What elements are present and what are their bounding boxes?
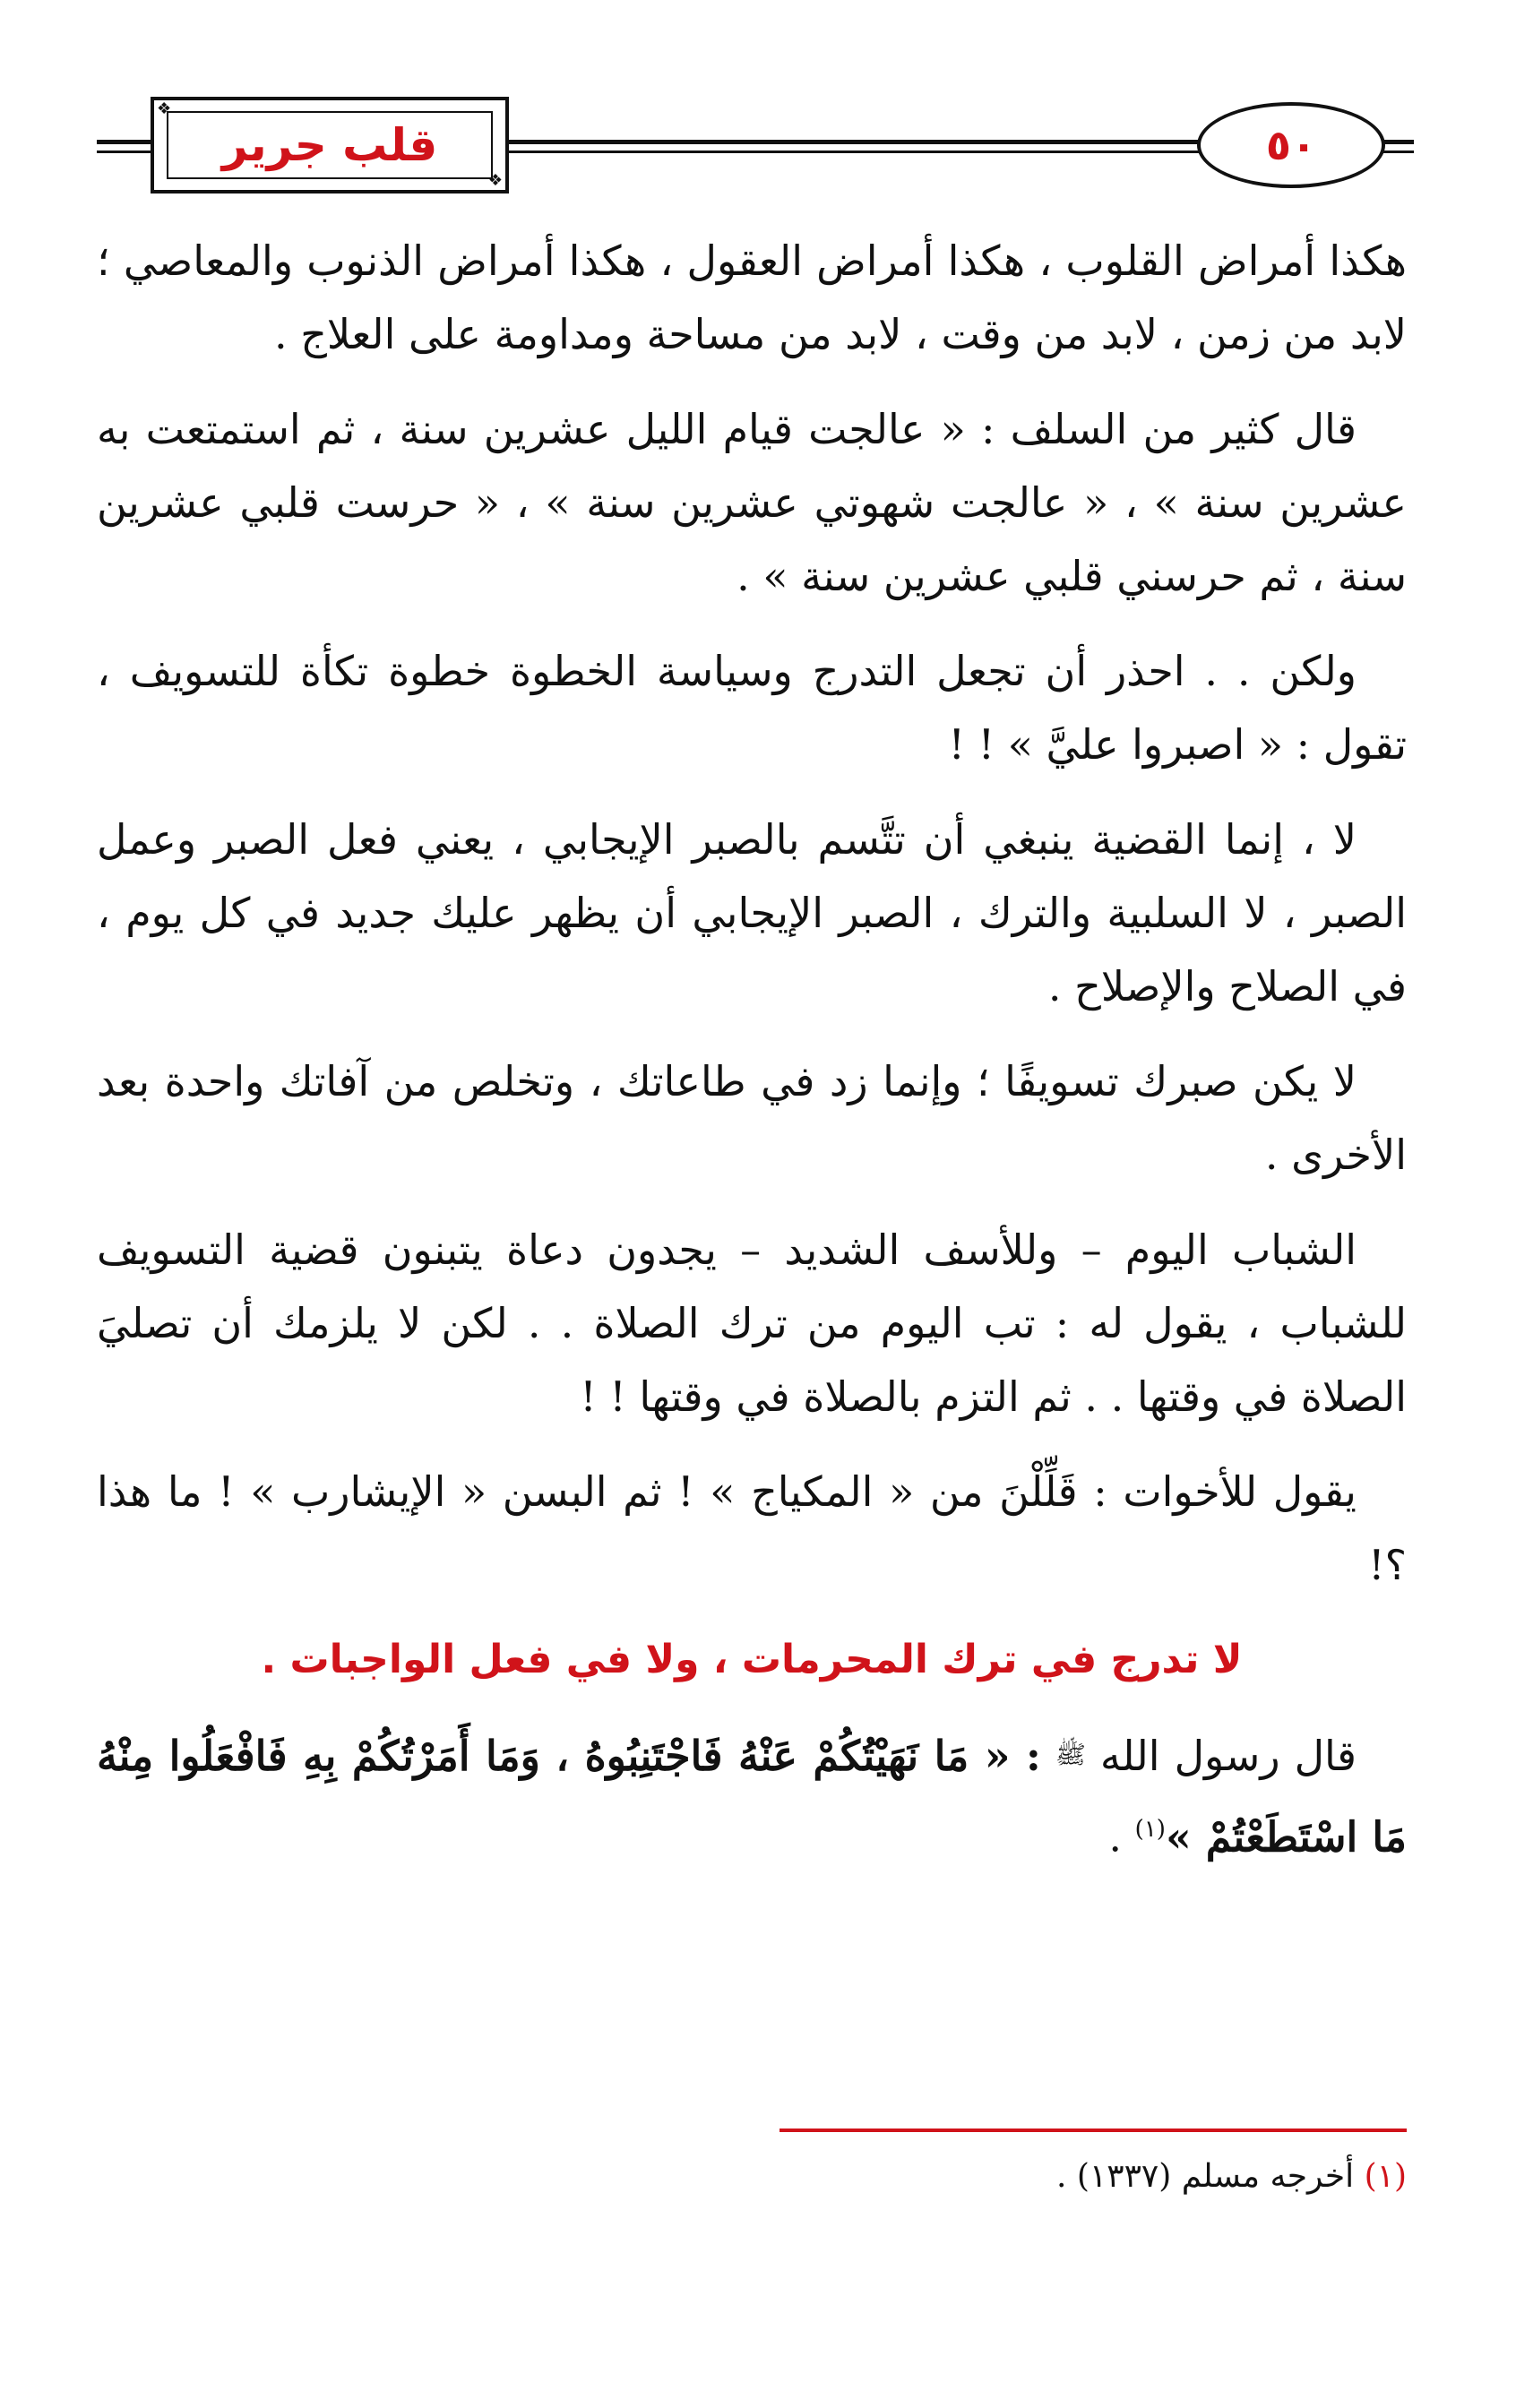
ornament-corner-icon: ❖	[157, 99, 172, 118]
paragraph: هكذا أمراض القلوب ، هكذا أمراض العقول ، هكذا أمراض الذنوب والمعاصي ؛ لابد من زمن ، لابد من وقت ، لابد من مساحة ومداومة على العلاج .	[97, 236, 1407, 358]
highlighted-statement: لا تدرج في ترك المحرمات ، ولا في فعل الواجبات .	[261, 1637, 1243, 1682]
paragraph: لا ، إنما القضية ينبغي أن تتَّسم بالصبر الإيجابي ، يعني فعل الصبر وعمل الصبر ، لا السلبية والترك ، الصبر الإيجابي أن يظهر عليك جديد في كل يوم ، في الصلاح والإصلاح .	[97, 815, 1407, 1010]
footnote-text: أخرجه مسلم (١٣٣٧) .	[1055, 2158, 1365, 2195]
hadith-paragraph	[97, 1718, 1407, 1873]
hadith-quote: : « مَا نَهَيْتُكُمْ عَنْهُ فَاجْتَنِبُوهُ ، وَمَا أَمَرْتُكُمْ بِهِ فَافْعَلُوا مِنْهُ مَا اسْتَطَعْتُمْ »	[97, 1732, 1407, 1862]
footnote-reference[interactable]: (١)	[1134, 1816, 1166, 1843]
footnote-number: (١)	[1364, 2158, 1407, 2195]
paragraph: يقول للأخوات : قَلِّلْنَ من « المكياج » ! ثم البسن « الإيشارب » ! ما هذا ؟!	[97, 1467, 1407, 1589]
footnote	[780, 2154, 1407, 2199]
paragraph: قال كثير من السلف : « عالجت قيام الليل عشرين سنة ، ثم استمتعت به عشرين سنة » ، « عالجت شهوتي عشرين سنة » ، « حرست قلبي عشرين سنة ، ثم حرسني قلبي عشرين سنة » .	[97, 405, 1407, 600]
page-number: ٥٠	[1265, 121, 1317, 169]
paragraph: لا يكن صبرك تسويفًا ؛ وإنما زد في طاعاتك ، وتخلص من آفاتك واحدة بعد الأخرى .	[97, 1057, 1407, 1179]
footnote-divider	[780, 2128, 1407, 2132]
paragraph: ولكن . . احذر أن تجعل التدرج وسياسة الخطوة خطوة تكأة للتسويف ، تقول : « اصبروا عليَّ » ! !	[97, 647, 1407, 769]
page-number-oval	[1197, 102, 1385, 188]
main-text	[97, 224, 1407, 1895]
page-header	[97, 97, 1414, 204]
hadith-end: .	[1108, 1812, 1135, 1862]
book-title: قلب جرير	[221, 119, 438, 171]
book-title-box	[151, 97, 509, 194]
hadith-intro: قال رسول الله	[1099, 1732, 1357, 1780]
salutation-glyph: ﷺ	[1055, 1740, 1086, 1769]
paragraph: الشباب اليوم – وللأسف الشديد – يجدون دعاة يتبنون قضية التسويف للشباب ، يقول له : تب اليوم من ترك الصلاة . . لكن لا يلزمك أن تصليَ الصلاة في وقتها . . ثم التزم بالصلاة في وقتها ! !	[97, 1226, 1407, 1421]
ornament-corner-icon: ❖	[487, 171, 503, 190]
